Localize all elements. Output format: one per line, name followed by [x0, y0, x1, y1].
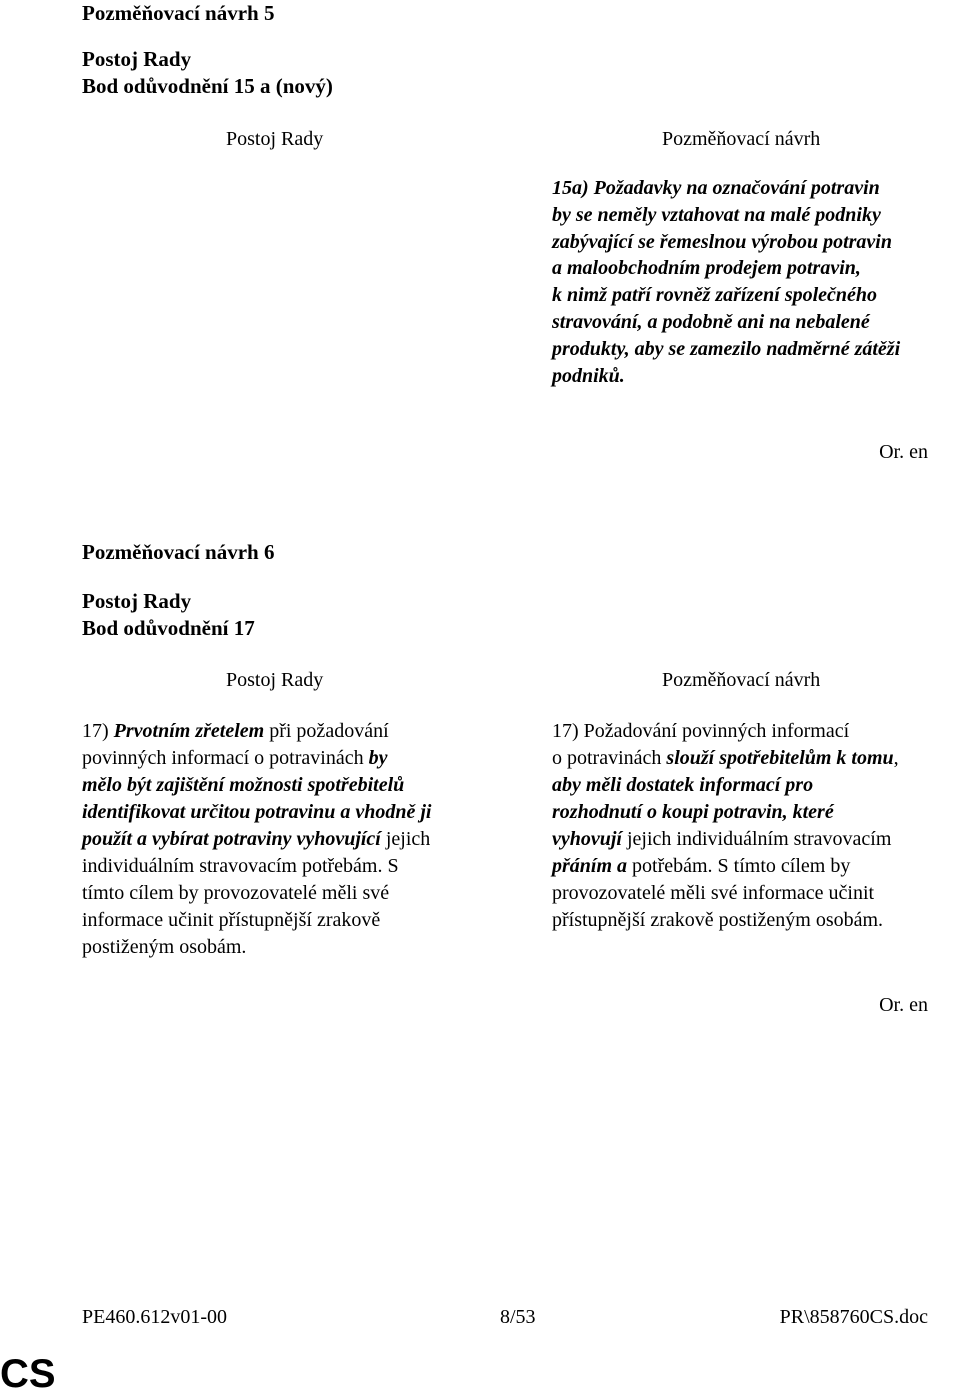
text-line: produkty, aby se zamezilo nadměrné zátěži [552, 337, 901, 360]
text-line: o potravinách slouží spotřebitelům k tomu, [552, 747, 899, 769]
amendment-6-source: Postoj Rady [82, 589, 192, 613]
text-line: přáním a potřebám. S tímto cílem by [552, 855, 851, 877]
amendment-5-heading: Pozměňovací návrh 5 [82, 1, 275, 25]
text-line: 17) Požadování povinných informací [552, 720, 850, 742]
text-line: tímto cílem by provozovatelé měli své [82, 882, 390, 904]
amendment-5-recital: Bod odůvodnění 15 a (nový) [82, 74, 333, 98]
text-line: stravování, a podobně ani na nebalené [552, 310, 870, 333]
footer-language-code: CS [0, 1352, 56, 1396]
text-line: rozhodnutí o koupi potravin, které [552, 801, 834, 823]
text-line: použít a vybírat potraviny vyhovující jejich [82, 828, 431, 850]
text-line: postiženým osobám. [82, 936, 247, 958]
amendment-6-heading: Pozměňovací návrh 6 [82, 540, 275, 564]
footer-document-reference: PE460.612v01-00 [82, 1306, 227, 1328]
amendment-6-right-text [552, 718, 899, 934]
amendment-6-col-left-header: Postoj Rady [226, 669, 324, 691]
text-line: zabývající se řemeslnou výrobou potravin [552, 230, 892, 253]
text-line: by se neměly vztahovat na malé podniky [552, 203, 881, 226]
amendment-5-col-left-header: Postoj Rady [226, 128, 324, 150]
amendment-5-right-text [552, 175, 900, 389]
amendment-6-col-right-header: Pozměňovací návrh [662, 669, 821, 691]
amendment-6-recital: Bod odůvodnění 17 [82, 616, 255, 640]
text-line: 17) Prvotním zřetelem při požadování [82, 720, 389, 742]
text-line: identifikovat určitou potravinu a vhodně ji [82, 801, 432, 823]
text-line: podniků. [552, 364, 625, 387]
amendment-5-col-right-header: Pozměňovací návrh [662, 128, 821, 150]
text-line: provozovatelé měli své informace učinit [552, 882, 875, 904]
text-line: k nimž patří rovněž zařízení společného [552, 284, 878, 307]
text-line: a maloobchodním prodejem potravin, [552, 257, 861, 280]
text-line: 15a) Požadavky na označování potravin [552, 177, 880, 199]
footer-page-number: 8/53 [500, 1306, 536, 1328]
amendment-6-original-language: Or. en [879, 994, 928, 1016]
text-line: mělo být zajištění možnosti spotřebitelů [82, 774, 405, 796]
text-line: přístupnější zrakově postiženým osobám. [552, 909, 884, 931]
amendment-5-source: Postoj Rady [82, 47, 192, 71]
text-line: informace učinit přístupnější zrakově [82, 909, 381, 931]
footer-file-name: PR\858760CS.doc [779, 1306, 928, 1328]
text-line: povinných informací o potravinách by [82, 747, 388, 769]
text-line: aby měli dostatek informací pro [552, 774, 814, 796]
amendment-5-original-language: Or. en [879, 441, 928, 463]
text-line: vyhovují jejich individuálním stravovacím [552, 828, 892, 850]
text-line: individuálním stravovacím potřebám. S [82, 855, 399, 877]
amendment-6-left-text [82, 718, 431, 961]
